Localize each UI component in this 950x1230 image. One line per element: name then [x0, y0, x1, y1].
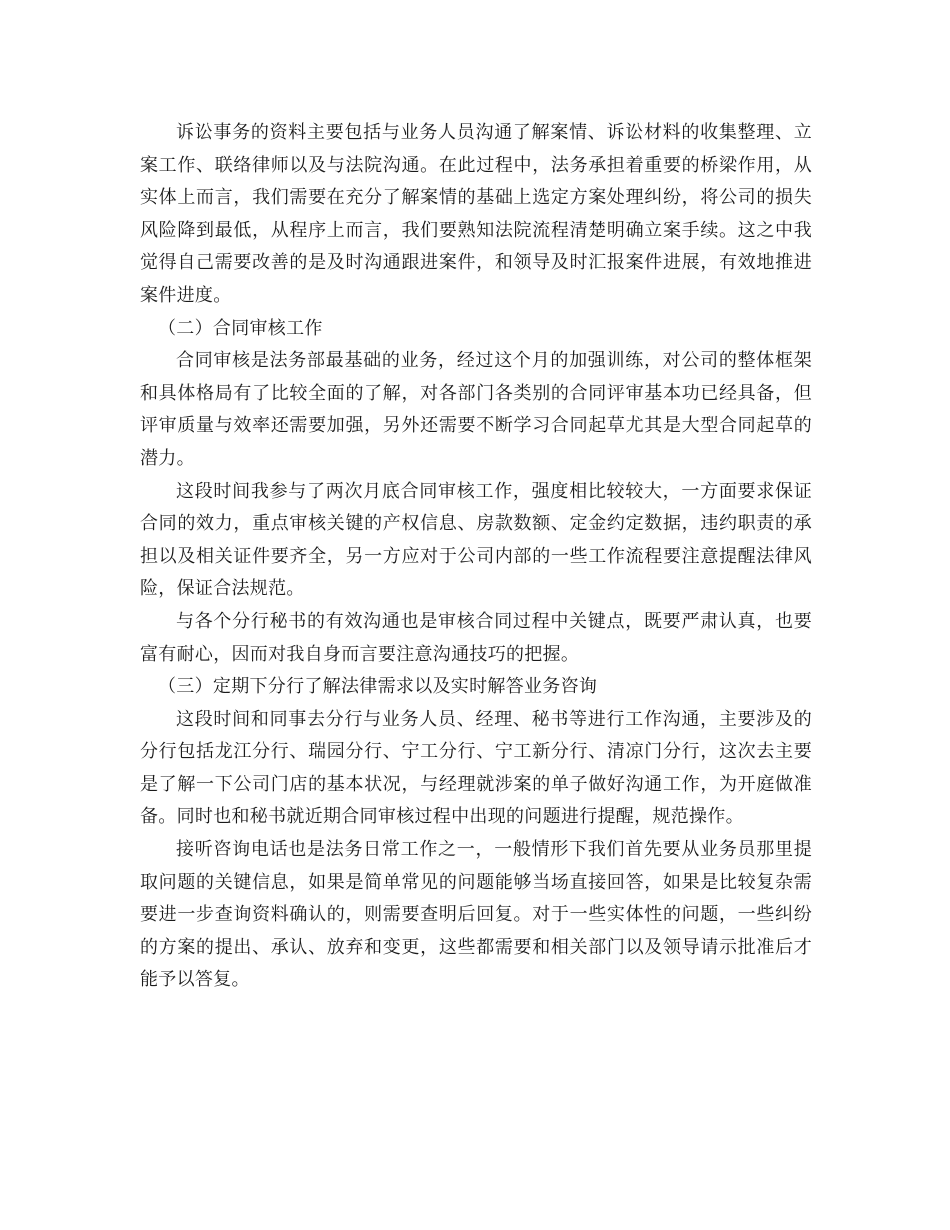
paragraph-branch-communication: 这段时间和同事去分行与业务人员、经理、秘书等进行工作沟通，主要涉及的分行包括龙江分行、瑞园分行、宁工分行、宁工新分行、清凉门分行，这次去主要是了解一下公司门店的基本状况，与经理就涉案的单子做好沟通工作，为开庭做准备。同时也和秘书就近期合同审核过程中出现的问题进行提醒，规范操作。	[140, 708, 812, 828]
paragraph-contract-basics: 合同审核是法务部最基础的业务，经过这个月的加强训练，对公司的整体框架和具体格局有了比较全面的了解，对各部门各类别的合同评审基本功已经具备，但评审质量与效率还需要加强，另外还需要不断学习合同起草尤其是大型合同起草的潜力。	[140, 350, 812, 469]
paragraph-month-end-review: 这段时间我参与了两次月底合同审核工作，强度相比较较大，一方面要求保证合同的效力，重点审核关键的产权信息、房款数额、定金约定数据，违约职责的承担以及相关证件要齐全，另一方应对于公司内部的一些工作流程要注意提醒法律风险，保证合法规范。	[140, 480, 812, 600]
document-body	[140, 117, 812, 997]
section-heading-contract-review: （二）合同审核工作	[158, 317, 323, 339]
section-heading-branch-visits: （三）定期下分行了解法律需求以及实时解答业务咨询	[158, 676, 598, 698]
paragraph-phone-consultation: 接听咨询电话也是法务日常工作之一，一般情形下我们首先要从业务员那里提取问题的关键信息，如果是简单常见的问题能够当场直接回答，如果是比较复杂需要进一步查询资料确认的，则需要查明后回复。对于一些实体性的问题，一些纠纷的方案的提出、承认、放弃和变更，这些都需要和相关部门以及领导请示批准后才能予以答复。	[140, 839, 812, 991]
paragraph-secretary-communication: 与各个分行秘书的有效沟通也是审核合同过程中关键点，既要严肃认真，也要富有耐心，因而对我自身而言要注意沟通技巧的把握。	[140, 610, 812, 665]
paragraph-litigation: 诉讼事务的资料主要包括与业务人员沟通了解案情、诉讼材料的收集整理、立案工作、联络律师以及与法院沟通。在此过程中，法务承担着重要的桥梁作用，从实体上而言，我们需要在充分了解案情的基础上选定方案处理纠纷，将公司的损失风险降到最低，从程序上而言，我们要熟知法院流程清楚明确立案手续。这之中我觉得自己需要改善的是及时沟通跟进案件，和领导及时汇报案件进展，有效地推进案件进度。	[140, 122, 812, 306]
